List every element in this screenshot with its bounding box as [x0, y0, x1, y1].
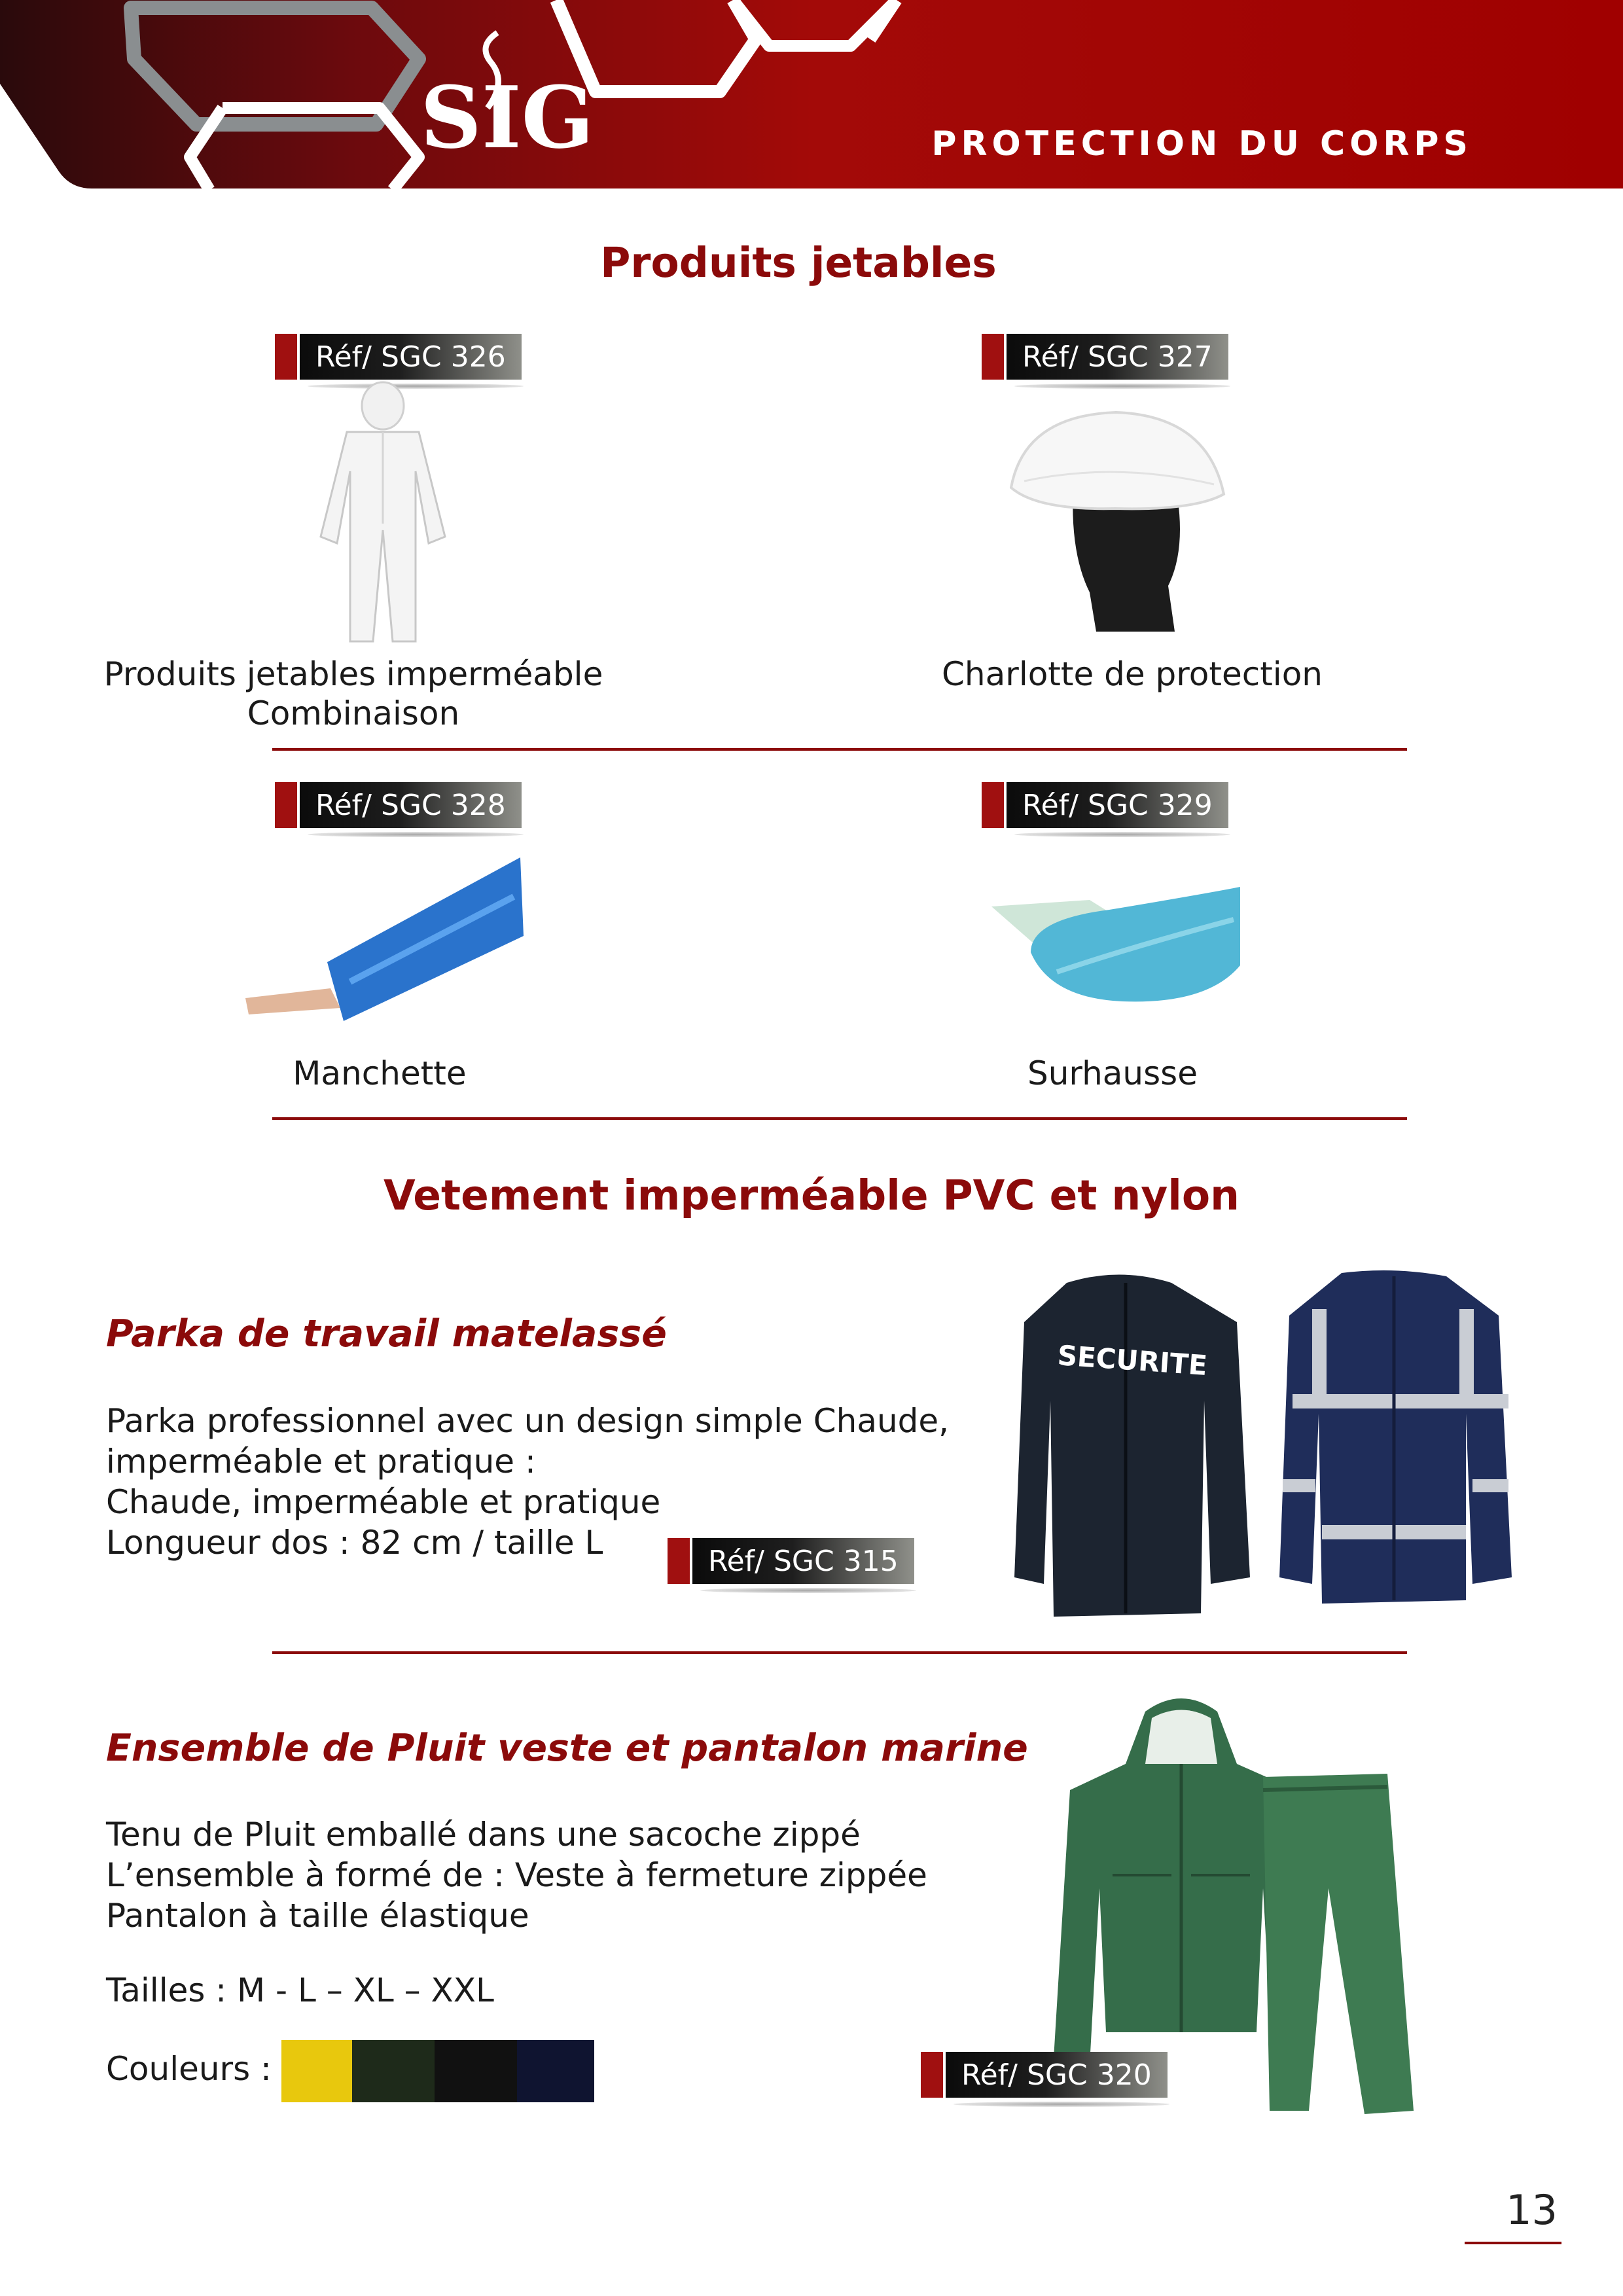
product-caption: Surhausse	[1027, 1054, 1198, 1092]
colors-label: Couleurs :	[106, 2050, 272, 2088]
page-number-underline	[1465, 2242, 1561, 2244]
divider	[272, 748, 1407, 751]
product-caption: Manchette	[293, 1054, 467, 1092]
divider	[272, 1651, 1407, 1654]
svg-text:SIG: SIG	[420, 67, 594, 168]
ref-badge-marker	[982, 334, 1004, 380]
ref-badge	[921, 2052, 1168, 2098]
ref-badge-marker	[275, 782, 297, 828]
ref-badge-marker	[275, 334, 297, 380]
header-title: PROTECTION DU CORPS	[931, 124, 1472, 164]
ref-label: Réf/ SGC 315	[692, 1538, 914, 1584]
product-caption: Produits jetables imperméable Combinaison	[103, 655, 603, 732]
ref-badge-marker	[921, 2052, 943, 2098]
parka-image	[1014, 1270, 1538, 1623]
sleeve-cover-image	[232, 857, 527, 1028]
ref-shadow	[1014, 832, 1230, 837]
ref-shadow	[700, 1588, 916, 1593]
section-title-disposables: Produits jetables	[600, 239, 997, 287]
page-number: 13	[1506, 2186, 1558, 2234]
ref-shadow	[954, 2102, 1169, 2107]
shoe-cover-image	[991, 880, 1253, 1011]
rain-suit-description: Tenu de Pluit emballé dans une sacoche zippé L’ensemble à formé de : Veste à fermeture zippée Pantalon à taille élastique	[106, 1816, 927, 1935]
parka-description: Parka professionnel avec un design simple Chaude, imperméable et pratique : Chaude, imperméable et pratique Longueur dos : 82 cm / taille L	[106, 1402, 950, 1562]
ref-badge-marker	[982, 782, 1004, 828]
svg-text:SECURITE: SECURITE	[1056, 1339, 1209, 1382]
ref-badge	[275, 782, 522, 828]
ref-badge	[275, 334, 522, 380]
color-swatch-navy	[517, 2040, 594, 2102]
color-swatch-yellow	[281, 2040, 352, 2102]
parka-title: Parka de travail matelassé	[106, 1312, 667, 1355]
section-title-waterproof: Vetement imperméable PVC et nylon	[383, 1172, 1240, 1219]
product-caption: Charlotte de protection	[942, 655, 1323, 693]
ref-shadow	[1014, 384, 1230, 389]
ref-badge	[982, 334, 1228, 380]
hair-net-image	[998, 396, 1234, 632]
color-swatches	[281, 2040, 594, 2102]
ref-badge	[668, 1538, 914, 1584]
color-swatch-dark-green	[352, 2040, 435, 2102]
white-coverall-image	[308, 380, 458, 648]
ref-label: Réf/ SGC 329	[1007, 782, 1228, 828]
rain-suit-title: Ensemble de Pluit veste et pantalon marine	[106, 1727, 1028, 1770]
ref-label: Réf/ SGC 320	[946, 2052, 1168, 2098]
ref-label: Réf/ SGC 327	[1007, 334, 1228, 380]
ref-badge	[982, 782, 1228, 828]
ref-shadow	[308, 832, 524, 837]
ref-label: Réf/ SGC 328	[300, 782, 522, 828]
sizes-text: Tailles : M - L – XL – XXL	[106, 1971, 494, 2009]
color-swatch-black	[435, 2040, 517, 2102]
divider	[272, 1117, 1407, 1120]
ref-label: Réf/ SGC 326	[300, 334, 522, 380]
ref-badge-marker	[668, 1538, 690, 1584]
